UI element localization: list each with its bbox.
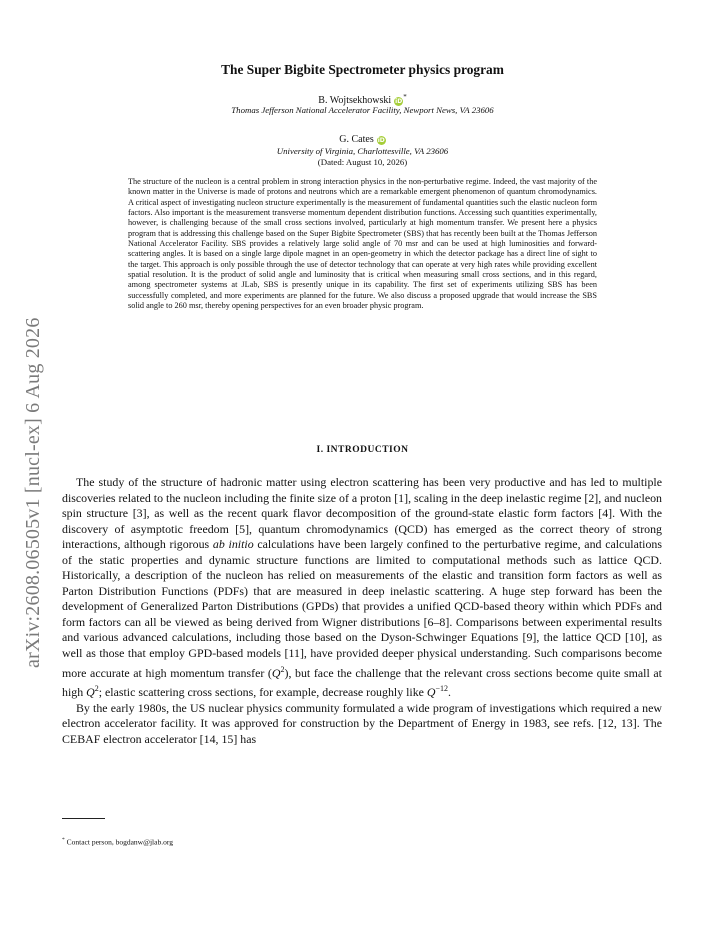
arxiv-identifier: arXiv:2608.06505v1 [nucl-ex] 6 Aug 2026 bbox=[22, 317, 44, 668]
text-run: The study of the structure of hadronic matter using electron scattering has been very productive and has led to multiple discoveries related to the nucleon including the finite size of a proton [1], scaling in the deep inelastic regime [2], and nucleon spin structure [3], as well as the recent quark flavor decomposition of the ground-state elastic form factors [4]. With the discovery of asymptotic freedom [5], quantum chromodynamics (QCD) has emerged as the correct theory of strong interactions, although rigorous bbox=[62, 475, 662, 552]
paper-title: The Super Bigbite Spectrometer physics program bbox=[221, 62, 504, 77]
text-run: . bbox=[448, 685, 452, 700]
date-line: (Dated: August 10, 2026) bbox=[317, 157, 408, 167]
section-heading bbox=[60, 445, 665, 455]
affiliation-2: University of Virginia, Charlottesville, VA 23606 bbox=[276, 146, 449, 156]
italic-text: ab initio bbox=[212, 537, 254, 552]
author-2-name: G. Cates bbox=[339, 134, 374, 145]
abstract: The structure of the nucleon is a central problem in strong interaction physics in the non-perturbative regime. Indeed, the vast majority of the known matter in the Universe is made of protons and neutrons which are a remarkable emergent phenomenon of quantum chromodynamics. A critical aspect of investigating nucleon structure experimentally is the measurement of fundamental quantities such the elastic nucleon form factors. Also important is the measurement transverse momentum dependent distribution functions. Accessing such quantities experimentally, however, is challenging because of the small cross sections involved, particularly at high momentum transfer. We present here a physics program that is addressing this challenge based on the Super Bigbite Spectrometer (SBS) that has recently been built at the Thomas Jefferson National Accelerator Facility. SBS provides a relatively large solid angle of 70 msr and can be used at high luminosities and forward-scattering angles. It is based on a single large dipole magnet in an open-geometry in which the detector package has a direct line of sight to the target. This approach is only possible through the use of detector technology that can operate at very high rates while providing excellent spatial resolution. It is the product of solid angle and luminosity that is critical when measuring small cross sections, and in this regard, among spectrometer systems at JLab, SBS is presently unique in its capability. The first set of experiments utilizing SBS has been successfully completed, and more experiments are planned for the future. We also discuss a proposed upgrade that would increase the SBS solid angle to 260 msr, thereby opening perspectives for an even broader physic program. bbox=[128, 177, 597, 311]
math-q: Q bbox=[426, 685, 436, 700]
text-run: ; elastic scattering cross sections, for example, decrease roughly like bbox=[98, 685, 427, 700]
body-text bbox=[62, 475, 662, 747]
math-q: Q bbox=[86, 685, 95, 700]
orcid-icon[interactable]: iD bbox=[395, 98, 403, 105]
affiliation-1: Thomas Jefferson National Accelerator Facility, Newport News, VA 23606 bbox=[231, 105, 494, 115]
text-run: calculations have been largely confined to the perturbative regime, and calculations of the static properties and dynamic structure functions are limited to computational methods such as lattice QCD. Historically, a description of the nucleon has relied on measurements of the elastic and transition form factors as well as Parton Distribution Functions (PDFs) that are measured in deep inelastic scattering. A huge step forward has been the development of Generalized Parton Distributions (GPDs) that provides a unified QCD-based theory within which PDFs and form factors can all be viewed as being derived from Wigner distributions [6–8]. Comparisons between experimental results and various advanced calculations, including those based on the Dyson-Schwinger Equations [9], the lattice QCD [10], as well as those that employ GPD-based models [11], have provided deeper physical understanding. Such comparisons become more accurate at high momentum transfer ( bbox=[62, 537, 662, 680]
footnote-mark: * bbox=[62, 837, 65, 843]
section-number: I. bbox=[316, 445, 324, 455]
footnote bbox=[62, 837, 562, 847]
footnote-text: Contact person, bogdanw@jlab.org bbox=[66, 837, 173, 847]
paragraph-2: By the early 1980s, the US nuclear physics community formulated a wide program of investigations which required a new electron accelerator facility. It was approved for construction by the Department of Energy in 1983, see refs. [12, 13]. The CEBAF electron accelerator [14, 15] has bbox=[62, 700, 662, 746]
orcid-icon[interactable]: iD bbox=[377, 137, 385, 144]
footnote-rule bbox=[62, 818, 105, 819]
author-1-mark: * bbox=[403, 93, 407, 101]
text-run: ), but face the challenge that the relevant cross sections become quite small at high bbox=[62, 665, 662, 700]
author-1-name: B. Wojtsekhowski bbox=[318, 95, 392, 106]
math-q: Q bbox=[271, 665, 281, 680]
section-title: INTRODUCTION bbox=[326, 445, 409, 455]
paragraph-1: The study of the structure of hadronic matter using electron scattering has been very productive and has led to multiple discoveries related to the nucleon including the finite size of a proton [1], scaling in the deep inelastic regime [2], and nucleon spin structure [3], as well as the recent quark flavor decomposition of the ground-state elastic form factors [4]. With the discovery of asymptotic freedom [5], quantum chromodynamics (QCD) has emerged as the correct theory of strong interactions, although rigorous ab initio calculations have been largely confined to the perturbative regime, and calculations of the static properties and dynamic structure functions are limited to computational methods such as lattice QCD. Historically, a description of the nucleon has relied on measurements of the elastic and transition form factors as well as Parton Distribution Functions (PDFs) that are measured in deep inelastic scattering. A huge step forward has been the development of Generalized Parton Distributions (GPDs) that provides a unified QCD-based theory within which PDFs and form factors can all be viewed as being derived from Wigner distributions [6–8]. Comparisons between experimental results and various advanced calculations, including those based on the Dyson-Schwinger Equations [9], the lattice QCD [10], as well as those that employ GPD-based models [11], have provided deeper physical understanding. Such comparisons become more accurate at high momentum transfer $(Q^2)$, but face the challenge that the relevant cross sections become quite small at high $Q^2$; elastic scattering cross sections, for example, decrease roughly like $Q^{-12}$. bbox=[62, 475, 662, 700]
author-2 bbox=[60, 134, 665, 145]
